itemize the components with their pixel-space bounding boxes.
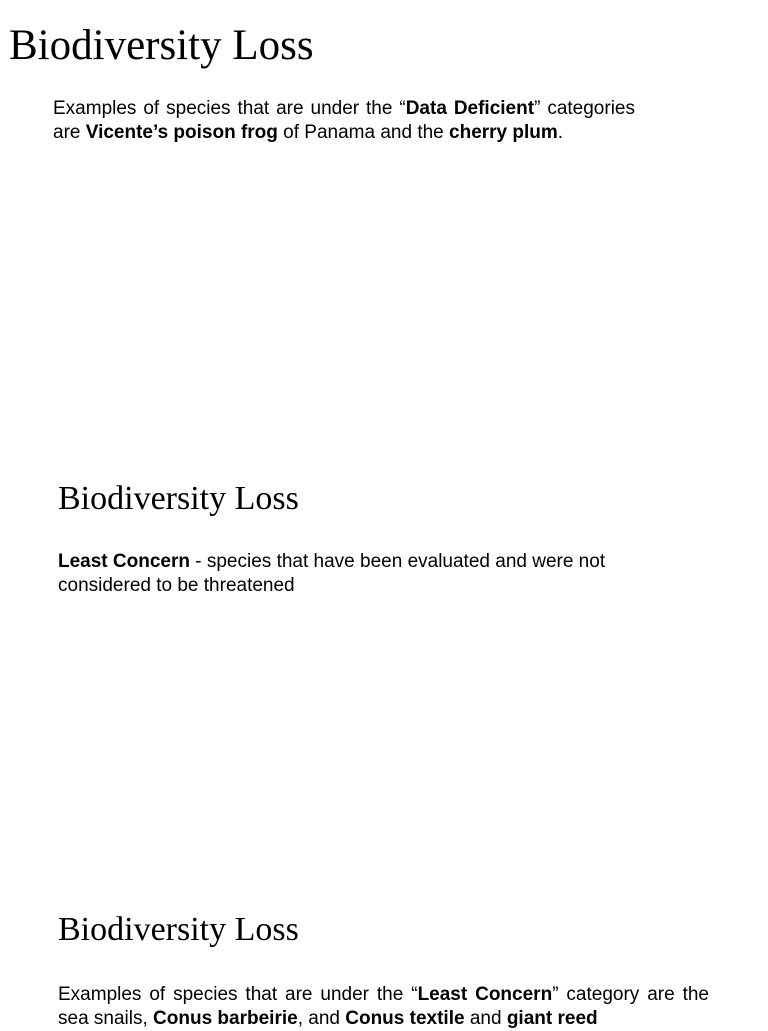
body-text-segment: Examples of species that are under the “ xyxy=(53,98,406,119)
slide-title: Biodiversity Loss xyxy=(58,911,299,948)
body-text-segment: ” categories are xyxy=(53,98,635,143)
term-giant-reed: giant reed xyxy=(506,1008,598,1029)
body-text-segment: Examples of species that are under the “ xyxy=(58,984,418,1005)
term-conus-textile: Conus textile xyxy=(345,1008,465,1029)
slide-body-text xyxy=(58,550,658,598)
slide-least-concern-definition xyxy=(0,470,768,620)
term-conus-barbeirie: Conus barbeirie xyxy=(153,1008,298,1029)
slide-body-text xyxy=(53,97,635,145)
term-least-concern: Least Concern xyxy=(58,551,190,572)
slide-data-deficient-examples xyxy=(0,0,768,200)
body-text-segment: and xyxy=(464,1008,507,1029)
slide-title: Biodiversity Loss xyxy=(9,22,314,69)
body-text-segment: - species that have been evaluated and were not considered to be threatened xyxy=(58,551,606,596)
body-text-segment: of Panama and the xyxy=(277,122,450,143)
term-data-deficient: Data Deficient xyxy=(405,98,535,119)
body-text-segment: ” category are the sea snails, xyxy=(58,984,709,1029)
body-text-segment: , and xyxy=(297,1008,346,1029)
slide-least-concern-examples xyxy=(0,900,768,1029)
term-vicentes-poison-frog: Vicente’s poison frog xyxy=(85,122,278,143)
slide-title: Biodiversity Loss xyxy=(58,480,299,517)
body-text-segment: . xyxy=(557,122,564,143)
term-least-concern: Least Concern xyxy=(417,984,553,1005)
term-cherry-plum: cherry plum xyxy=(449,122,558,143)
